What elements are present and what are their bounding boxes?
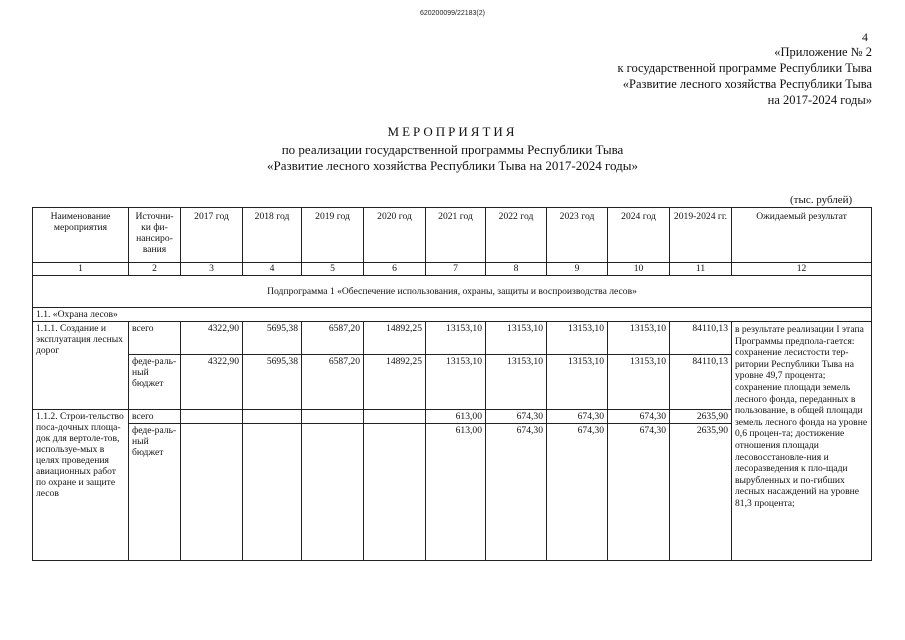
- value-cell: 674,30: [547, 424, 608, 561]
- column-number: 4: [243, 263, 302, 276]
- column-number: 3: [181, 263, 243, 276]
- value-cell: 14892,25: [364, 322, 426, 355]
- measure-name: 1.1.1. Создание и эксплуатация лесных дорог: [33, 322, 129, 410]
- col-header-2022: 2022 год: [486, 208, 547, 263]
- col-header-2023: 2023 год: [547, 208, 608, 263]
- value-cell: 5695,38: [243, 355, 302, 410]
- column-number: 2: [129, 263, 181, 276]
- col-header-result: Ожидаемый результат: [732, 208, 872, 263]
- subtitle-line: «Развитие лесного хозяйства Республики Тыва на 2017-2024 годы»: [267, 158, 638, 173]
- page-number: 4: [862, 30, 868, 44]
- col-header-2017: 2017 год: [181, 208, 243, 263]
- value-cell: 613,00: [426, 410, 486, 424]
- value-cell: [181, 424, 243, 561]
- expected-result: в результате реализации I этапа Программы предпола-гается: сохранение лесистости тер-ритории Республики Тыва на уровне 49,7 процента; сохранение площади земель лесного фонда, переданных в пользование, в общей площади земель лесного фонда на уровне 0,6 процен-та; достижение отношения площади лесовосстановле-ния и лесоразведения к пло-щади вырубленных и по-гибших лесных насаждений на уровне 81,3 процента;: [732, 322, 872, 561]
- annex-line: «Развитие лесного хозяйства Республики Тыва: [622, 77, 872, 91]
- value-cell: 674,30: [486, 410, 547, 424]
- section-title: 1.1. «Охрана лесов»: [33, 308, 872, 322]
- column-number: 8: [486, 263, 547, 276]
- column-number: 1: [33, 263, 129, 276]
- column-number: 6: [364, 263, 426, 276]
- document-id: 620200099/22183(2): [419, 10, 485, 17]
- column-number: 7: [426, 263, 486, 276]
- value-cell: 84110,13: [670, 355, 732, 410]
- value-cell: [243, 410, 302, 424]
- value-cell: [243, 424, 302, 561]
- column-number: 9: [547, 263, 608, 276]
- col-header-source: Источни-ки фи-нансиро-вания: [129, 208, 181, 263]
- annex-line: на 2017-2024 годы»: [767, 93, 872, 107]
- funding-source: всего: [129, 410, 181, 424]
- col-header-2018: 2018 год: [243, 208, 302, 263]
- document-subtitle: [0, 142, 905, 174]
- column-number-row: [33, 263, 872, 276]
- subprogram-row: [33, 276, 872, 308]
- column-number: 5: [302, 263, 364, 276]
- value-cell: [181, 410, 243, 424]
- col-header-total: 2019-2024 гг.: [670, 208, 732, 263]
- col-header-2019: 2019 год: [302, 208, 364, 263]
- column-number: 11: [670, 263, 732, 276]
- measures-table: [32, 207, 872, 561]
- value-cell: 4322,90: [181, 355, 243, 410]
- value-cell: 13153,10: [608, 322, 670, 355]
- value-cell: 13153,10: [547, 322, 608, 355]
- value-cell: [364, 424, 426, 561]
- value-cell: 13153,10: [547, 355, 608, 410]
- subtitle-line: по реализации государственной программы Республики Тыва: [281, 142, 624, 157]
- col-header-2024: 2024 год: [608, 208, 670, 263]
- subprogram-title: Подпрограмма 1 «Обеспечение использования, охраны, защиты и воспроизводства лесов»: [33, 276, 872, 308]
- value-cell: 13153,10: [486, 355, 547, 410]
- header-row: [33, 208, 872, 263]
- col-header-2020: 2020 год: [364, 208, 426, 263]
- document-title: МЕРОПРИЯТИЯ: [387, 124, 518, 139]
- value-cell: 13153,10: [426, 355, 486, 410]
- value-cell: 2635,90: [670, 410, 732, 424]
- value-cell: 13153,10: [426, 322, 486, 355]
- column-number: 10: [608, 263, 670, 276]
- col-header-name: Наименование мероприятия: [33, 208, 129, 263]
- value-cell: 4322,90: [181, 322, 243, 355]
- annex-line: «Приложение № 2: [774, 45, 872, 59]
- value-cell: 13153,10: [608, 355, 670, 410]
- value-cell: 6587,20: [302, 355, 364, 410]
- value-cell: [302, 410, 364, 424]
- col-header-2021: 2021 год: [426, 208, 486, 263]
- units-note: (тыс. рублей): [790, 194, 853, 206]
- value-cell: 6587,20: [302, 322, 364, 355]
- value-cell: 14892,25: [364, 355, 426, 410]
- funding-source: феде-раль-ный бюджет: [129, 424, 181, 561]
- value-cell: 674,30: [608, 424, 670, 561]
- measure-name: 1.1.2. Строи-тельство поса-дочных площа-док для вертоле-тов, используе-мых в целях проведения авиационных работ по охране и защите лесов: [33, 410, 129, 561]
- value-cell: 674,30: [547, 410, 608, 424]
- value-cell: 84110,13: [670, 322, 732, 355]
- column-number: 12: [732, 263, 872, 276]
- value-cell: 674,30: [608, 410, 670, 424]
- value-cell: [302, 424, 364, 561]
- value-cell: 13153,10: [486, 322, 547, 355]
- funding-source: всего: [129, 322, 181, 355]
- annex-line: к государственной программе Республики Тыва: [617, 61, 872, 75]
- value-cell: [364, 410, 426, 424]
- value-cell: 674,30: [486, 424, 547, 561]
- section-row: [33, 308, 872, 322]
- value-cell: 5695,38: [243, 322, 302, 355]
- value-cell: 613,00: [426, 424, 486, 561]
- value-cell: 2635,90: [670, 424, 732, 561]
- table-row: [33, 322, 872, 355]
- annex-header: [560, 44, 872, 108]
- funding-source: феде-раль-ный бюджет: [129, 355, 181, 410]
